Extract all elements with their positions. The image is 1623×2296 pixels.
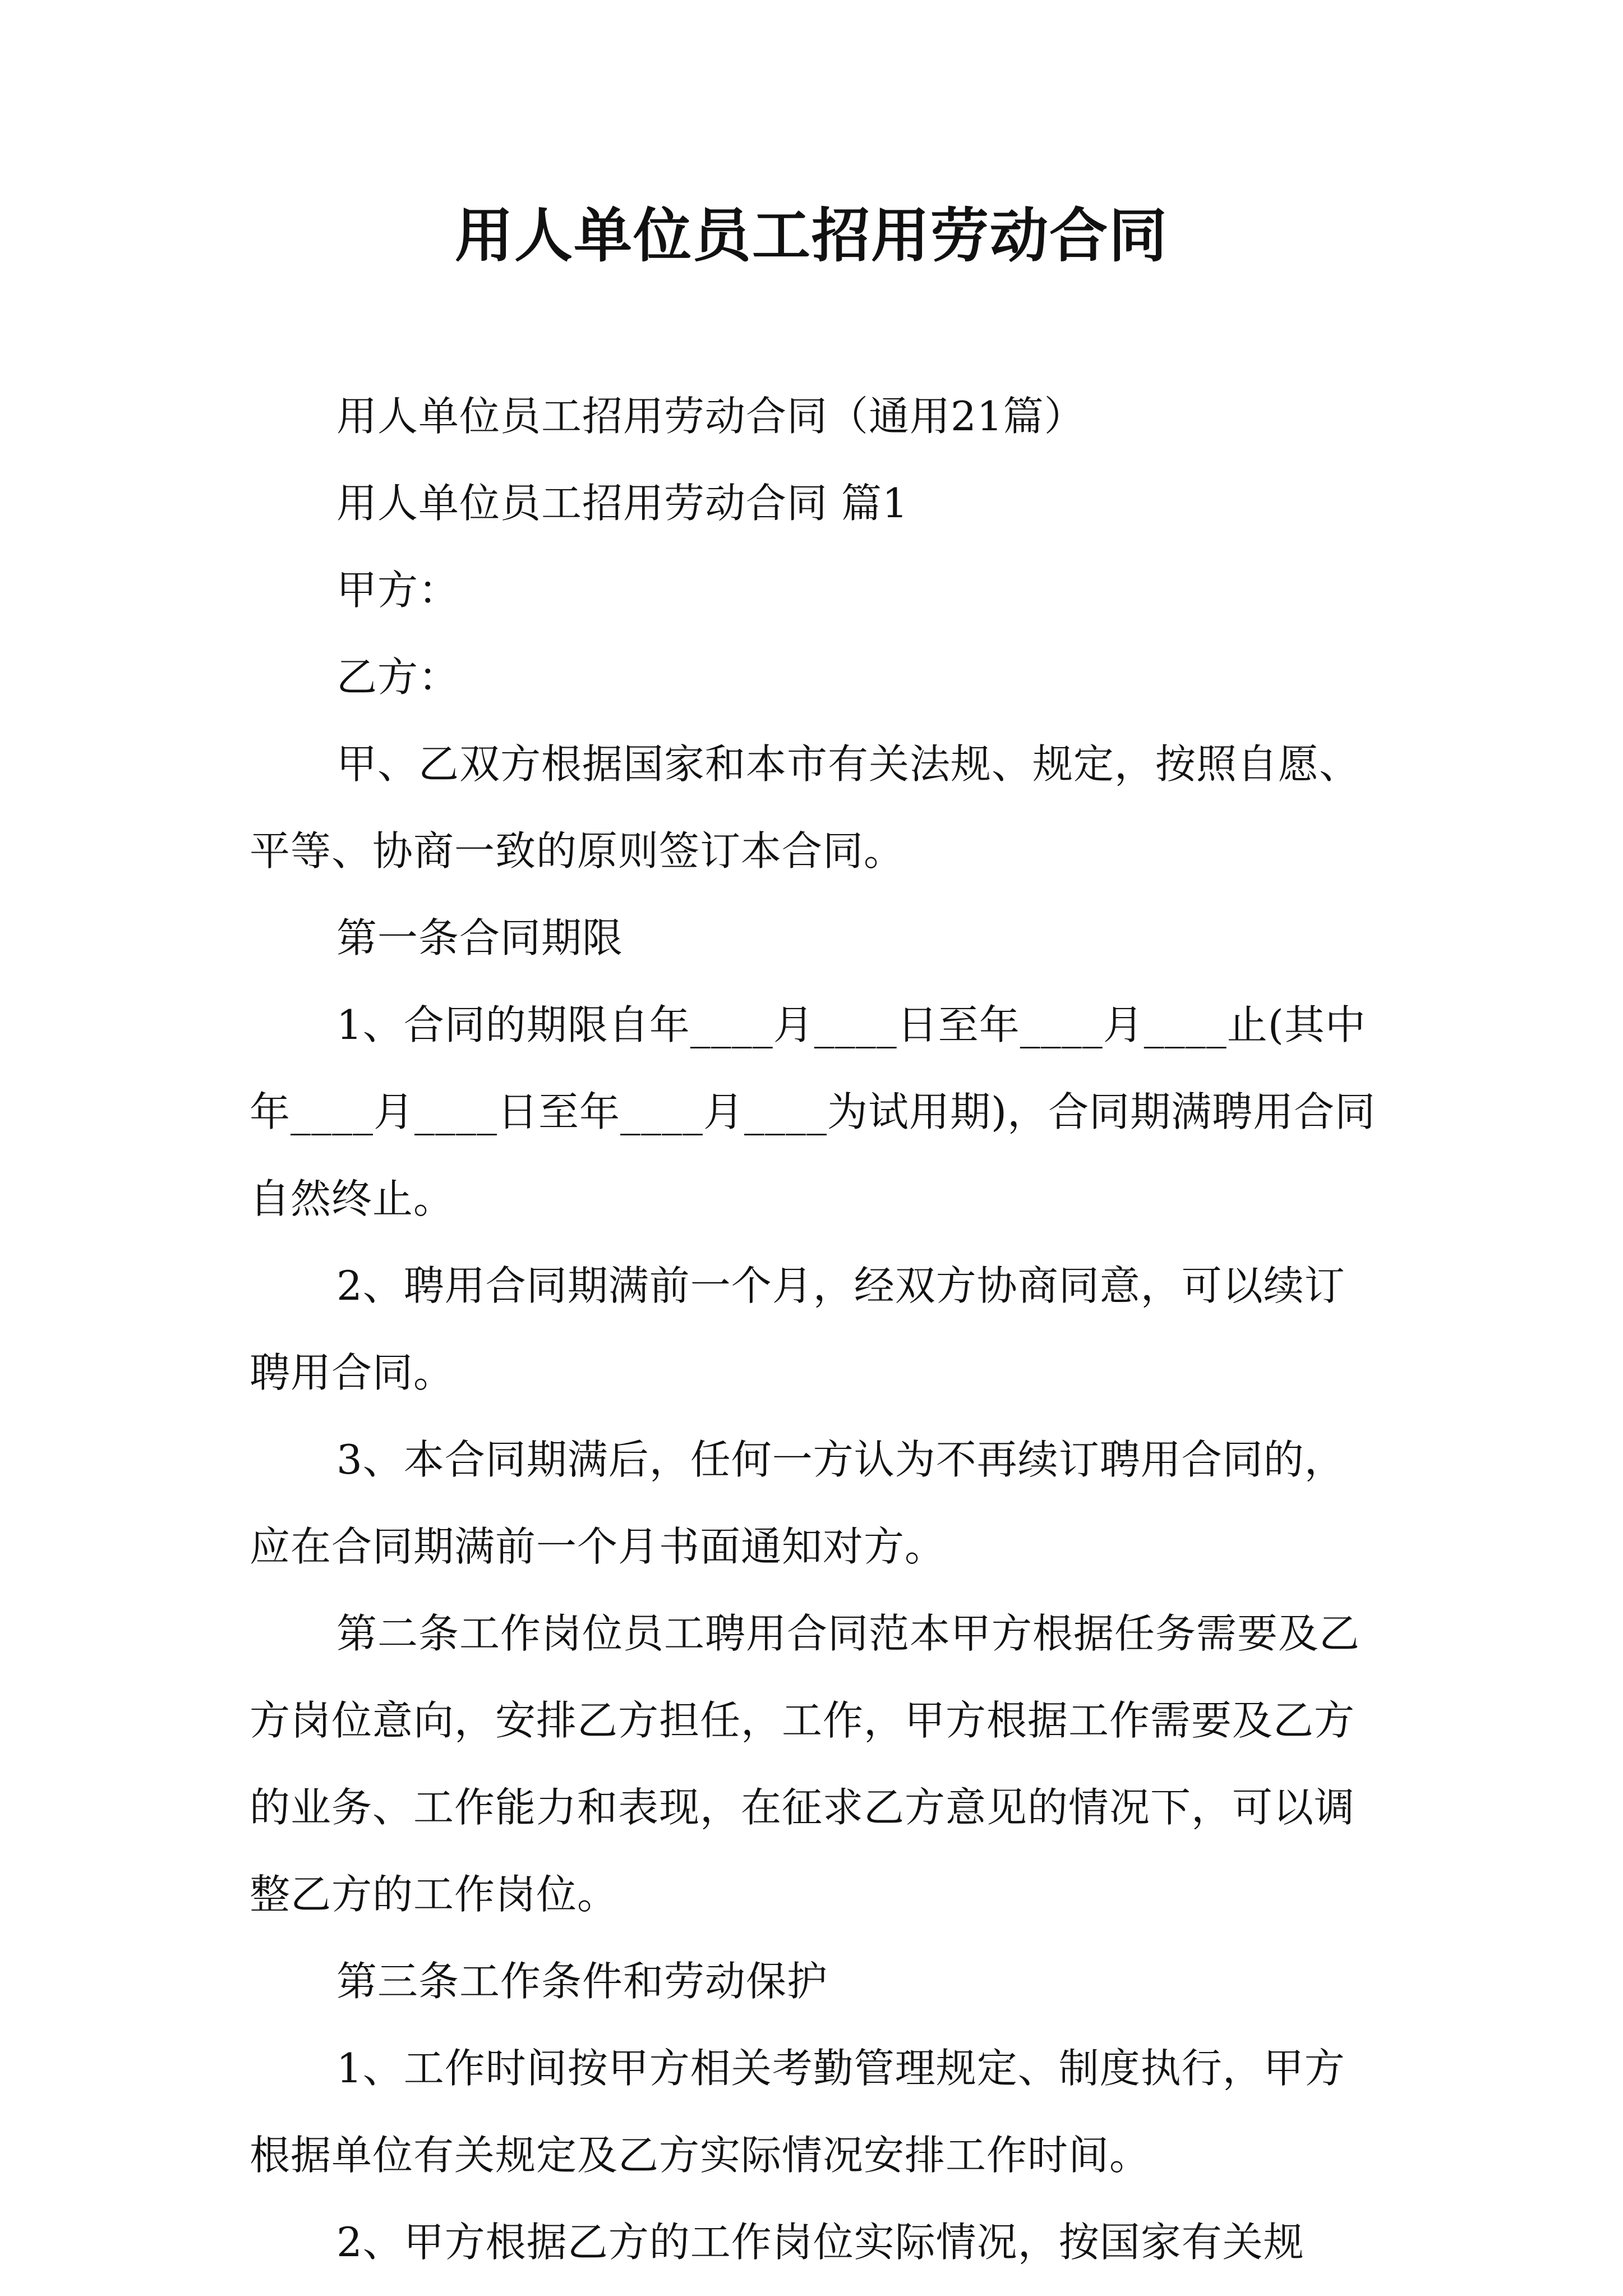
paragraph-party-b: 乙方： bbox=[336, 654, 460, 701]
paragraph-article-3-item-1: 1、工作时间按甲方相关考勤管理规定、制度执行，甲方根据单位有关规定及乙方实际情况安排工作时间。 bbox=[250, 2045, 1345, 2179]
paragraph-article-1-item-2: 2、聘用合同期满前一个月，经双方协商同意，可以续订聘用合同。 bbox=[250, 1262, 1345, 1396]
document-title: 用人单位员工招用劳动合同 bbox=[454, 201, 1168, 270]
paragraph-party-a: 甲方： bbox=[336, 567, 460, 614]
paragraph-article-3-heading: 第三条工作条件和劳动保护 bbox=[336, 1958, 828, 2005]
paragraph-article-1-heading: 第一条合同期限 bbox=[336, 914, 624, 961]
paragraph-intro: 甲、乙双方根据国家和本市有关法规、规定，按照自愿、平等、协商一致的原则签订本合同。 bbox=[250, 740, 1361, 875]
paragraph-subtitle: 用人单位员工招用劳动合同（通用21篇） bbox=[336, 393, 1085, 440]
paragraph-article-1-item-1: 1、合同的期限自年____月____日至年____月____止(其中年____月____日至年____月____为试用期)，合同期满聘用合同自然终止。 bbox=[250, 1001, 1376, 1222]
paragraph-article-1-item-3: 3、本合同期满后，任何一方认为不再续订聘用合同的，应在合同期满前一个月书面通知对方。 bbox=[250, 1436, 1345, 1570]
paragraph-article-2: 第二条工作岗位员工聘用合同范本甲方根据任务需要及乙方岗位意向，安排乙方担任，工作，甲方根据工作需要及乙方的业务、工作能力和表现，在征求乙方意见的情况下，可以调整乙方的工作岗位。 bbox=[250, 1610, 1361, 1918]
paragraph-article-3-item-2: 2、甲方根据乙方的工作岗位实际情况，按国家有关规 bbox=[336, 2219, 1304, 2266]
paragraph-section-heading: 用人单位员工招用劳动合同 篇1 bbox=[336, 480, 909, 527]
document-body bbox=[250, 373, 1385, 2286]
